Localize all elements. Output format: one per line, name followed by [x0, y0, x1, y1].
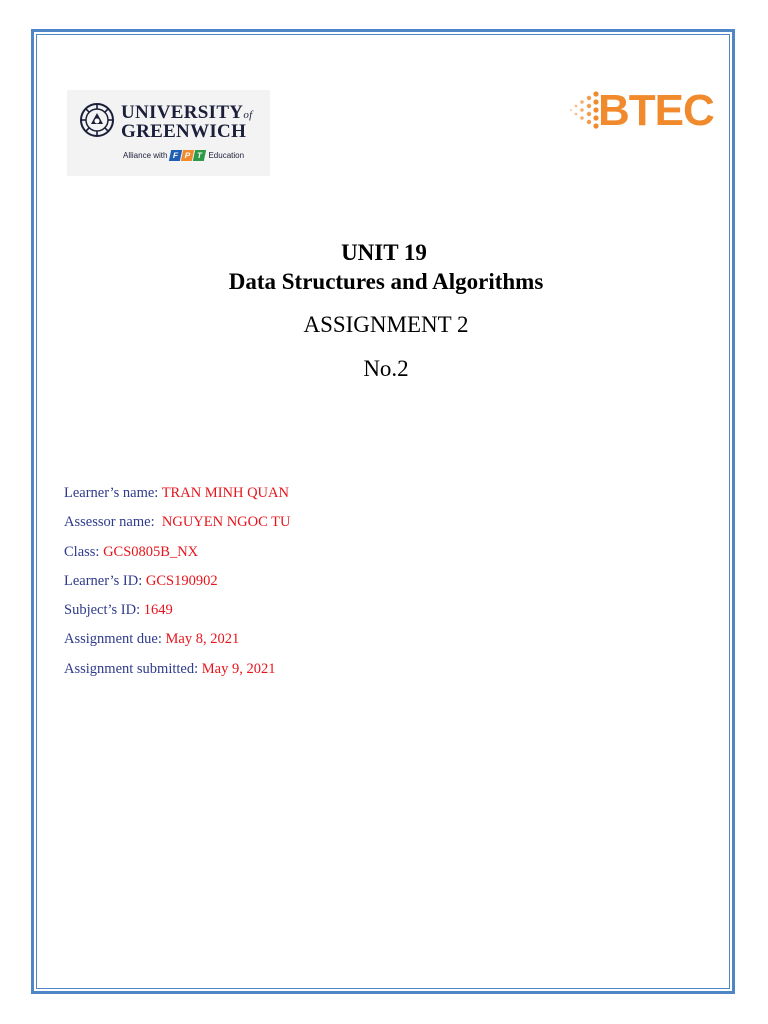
detail-label: Learner’s name:: [64, 485, 162, 501]
greenwich-of-text: of: [243, 109, 253, 121]
detail-value: 1649: [143, 602, 173, 619]
detail-label: Learner’s ID:: [64, 572, 146, 589]
detail-label: Assignment due:: [64, 631, 166, 648]
assignment-number: No.2: [363, 356, 409, 381]
detail-class: [64, 543, 291, 572]
detail-value: NGUYEN NGOC TU: [161, 514, 291, 531]
detail-label: Subject’s ID:: [64, 602, 144, 619]
unit-title: UNIT 19: [341, 240, 427, 265]
btec-logo: [568, 86, 728, 136]
alliance-line: [123, 150, 244, 161]
detail-label: Class:: [64, 543, 104, 560]
course-title: Data Structures and Algorithms: [228, 269, 544, 294]
detail-subject-id: [64, 601, 291, 630]
learner-details: [64, 484, 291, 689]
fpt-letter-f: F: [169, 150, 182, 161]
alliance-prefix: Alliance with: [123, 151, 168, 160]
assignment-title: ASSIGNMENT 2: [303, 312, 469, 337]
detail-assignment-submitted: [64, 660, 291, 689]
alliance-suffix: Education: [208, 151, 245, 160]
detail-assessor-name: [64, 513, 291, 542]
detail-value: May 8, 2021: [165, 631, 240, 648]
detail-learner-id: [64, 572, 291, 601]
detail-label: Assessor name:: [64, 514, 162, 531]
detail-value: May 9, 2021: [201, 660, 276, 677]
greenwich-line2: GREENWICH: [121, 121, 247, 142]
detail-value: TRAN MINH QUAN: [161, 485, 289, 501]
detail-value: GCS0805B_NX: [103, 543, 199, 560]
detail-learner-name: [64, 484, 291, 513]
detail-label: Assignment submitted:: [64, 660, 202, 677]
btec-dots-icon: [568, 90, 600, 134]
fpt-letter-t: T: [193, 150, 206, 161]
fpt-letter-p: P: [181, 150, 194, 161]
greenwich-university-text: UNIVERSITY: [121, 102, 244, 123]
detail-assignment-due: [64, 630, 291, 659]
fpt-logo: [170, 150, 205, 161]
detail-value: GCS190902: [145, 572, 218, 589]
btec-wordmark: BTEC: [598, 86, 714, 135]
greenwich-logo: [67, 90, 270, 176]
greenwich-crest-icon: [79, 102, 115, 138]
